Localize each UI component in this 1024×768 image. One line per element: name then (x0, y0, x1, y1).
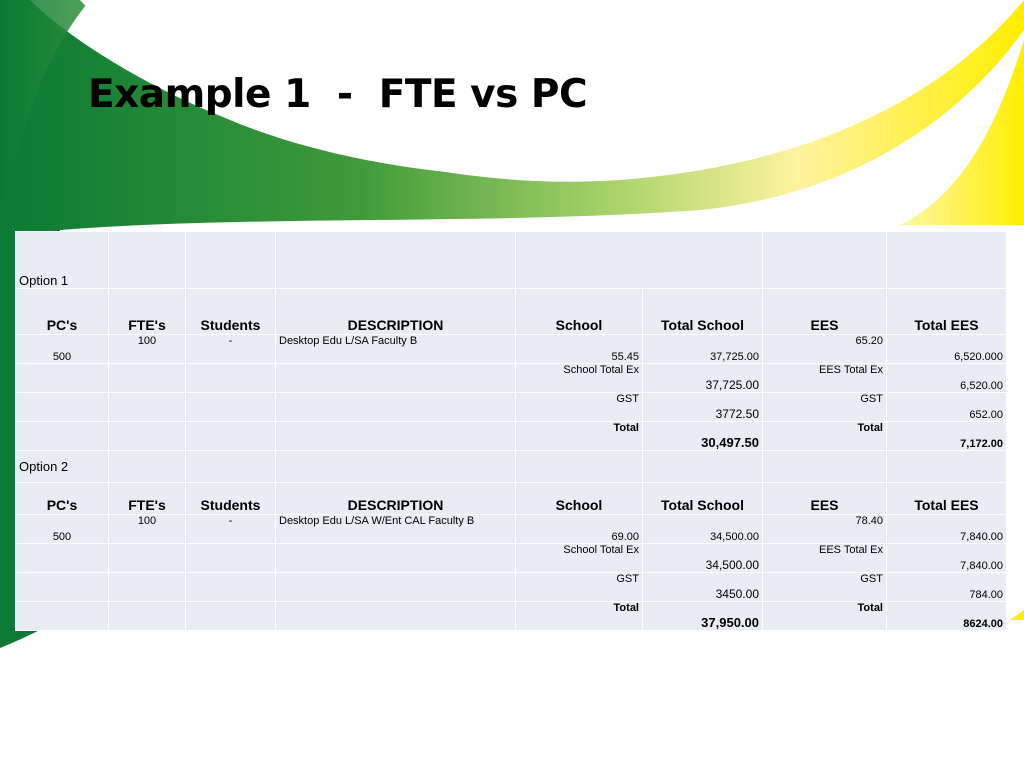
total-school-value: 34,500.00 (643, 515, 763, 544)
total-label: Total (516, 422, 643, 451)
table-row (16, 393, 1007, 422)
students-value: - (186, 515, 276, 544)
col-header-pcs: PC's (16, 483, 109, 515)
students-value: - (186, 335, 276, 364)
cost-comparison-table (15, 231, 1007, 631)
total-school-value: 37,725.00 (643, 335, 763, 364)
col-header-ees: EES (763, 483, 887, 515)
col-header-school: School (516, 483, 643, 515)
description-value: Desktop Edu L/SA W/Ent CAL Faculty B (276, 515, 516, 544)
table-row (16, 335, 1007, 364)
option1-label: Option 1 (16, 232, 109, 289)
ftes-value: 100 (109, 335, 186, 364)
school-value: 69.00 (516, 515, 643, 544)
col-header-total-school: Total School (643, 483, 763, 515)
school-total-ex-value: 37,725.00 (643, 364, 763, 393)
ees-total-ex-label: EES Total Ex (763, 544, 887, 573)
ees-gst-value: 784.00 (887, 573, 1007, 602)
ees-gst-label: GST (763, 573, 887, 602)
ees-total-ex-value: 6,520.00 (887, 364, 1007, 393)
ees-total-ex-label: EES Total Ex (763, 364, 887, 393)
col-header-pcs: PC's (16, 289, 109, 335)
col-header-students: Students (186, 289, 276, 335)
table-row (16, 515, 1007, 544)
ees-total-label: Total (763, 602, 887, 631)
school-gst-value: 3450.00 (643, 573, 763, 602)
pcs-value: 500 (16, 515, 109, 544)
option2-label: Option 2 (16, 451, 109, 483)
table-row (16, 422, 1007, 451)
col-header-ftes: FTE's (109, 483, 186, 515)
ees-gst-value: 652.00 (887, 393, 1007, 422)
option2-header-row (16, 483, 1007, 515)
col-header-ftes: FTE's (109, 289, 186, 335)
col-header-description: DESCRIPTION (276, 289, 516, 335)
ees-total-value: 8624.00 (887, 602, 1007, 631)
col-header-ees: EES (763, 289, 887, 335)
slide-title: Example 1 - FTE vs PC (88, 72, 588, 117)
col-header-total-ees: Total EES (887, 483, 1007, 515)
pcs-value: 500 (16, 335, 109, 364)
school-total-ex-label: School Total Ex (516, 544, 643, 573)
ees-total-label: Total (763, 422, 887, 451)
school-value: 55.45 (516, 335, 643, 364)
option1-header-row (16, 289, 1007, 335)
table-row (16, 602, 1007, 631)
school-total-ex-label: School Total Ex (516, 364, 643, 393)
school-total-value: 30,497.50 (643, 422, 763, 451)
ftes-value: 100 (109, 515, 186, 544)
school-total-value: 37,950.00 (643, 602, 763, 631)
gst-label: GST (516, 393, 643, 422)
option2-label-row (16, 451, 1007, 483)
ees-value: 65.20 (763, 335, 887, 364)
description-value: Desktop Edu L/SA Faculty B (276, 335, 516, 364)
col-header-total-school: Total School (643, 289, 763, 335)
col-header-total-ees: Total EES (887, 289, 1007, 335)
table-row (16, 573, 1007, 602)
ees-total-ex-value: 7,840.00 (887, 544, 1007, 573)
option1-label-row (16, 232, 1007, 289)
total-ees-value: 6,520.000 (887, 335, 1007, 364)
col-header-description: DESCRIPTION (276, 483, 516, 515)
ees-value: 78.40 (763, 515, 887, 544)
total-ees-value: 7,840.00 (887, 515, 1007, 544)
total-label: Total (516, 602, 643, 631)
gst-label: GST (516, 573, 643, 602)
ees-total-value: 7,172.00 (887, 422, 1007, 451)
col-header-school: School (516, 289, 643, 335)
table-row (16, 544, 1007, 573)
col-header-students: Students (186, 483, 276, 515)
school-total-ex-value: 34,500.00 (643, 544, 763, 573)
school-gst-value: 3772.50 (643, 393, 763, 422)
table-row (16, 364, 1007, 393)
ees-gst-label: GST (763, 393, 887, 422)
